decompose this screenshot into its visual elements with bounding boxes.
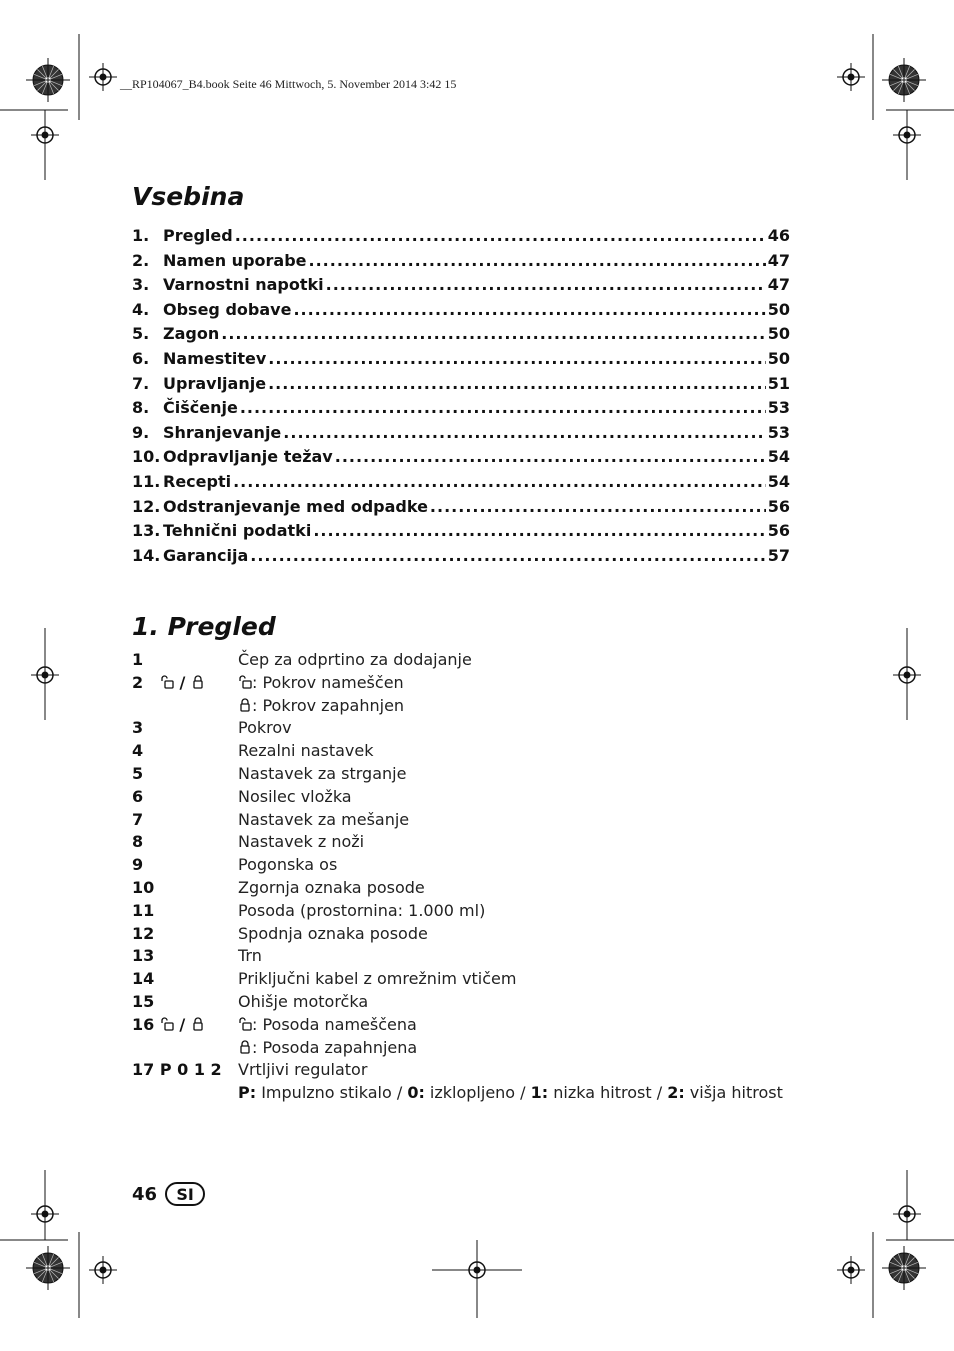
part-number: 1	[132, 650, 144, 669]
toc-label: Recepti	[163, 471, 232, 491]
part-number: 13	[132, 946, 155, 966]
part-number: 16	[132, 1014, 155, 1034]
setting-key: 2:	[667, 1083, 685, 1103]
part-description: Spodnja oznaka posode	[238, 923, 428, 943]
toc-page: 47	[767, 275, 790, 295]
part-number: 3	[132, 718, 144, 738]
list-item	[132, 718, 812, 741]
toc-label: Varnostni napotki	[163, 275, 324, 295]
list-item	[132, 1038, 812, 1061]
toc-page: 56	[767, 521, 790, 541]
toc-entry[interactable]	[132, 275, 790, 300]
toc-number: 2.	[132, 250, 150, 270]
part-description: Zgornja oznaka posode	[238, 877, 425, 897]
toc-number: 14.	[132, 545, 161, 565]
part-number: 7	[132, 809, 144, 829]
setting-value: nizka hitrost /	[548, 1083, 668, 1103]
part-description: Rezalni nastavek	[238, 741, 374, 761]
list-item	[132, 810, 812, 833]
toc-leader	[221, 324, 766, 343]
toc-label: Zagon	[163, 324, 220, 344]
toc-label: Shranjevanje	[163, 422, 282, 442]
toc-label: Odstranjevanje med odpadke	[163, 496, 428, 516]
toc-page: 57	[767, 545, 790, 565]
locked-state-text: : Pokrov zapahnjen	[252, 695, 405, 715]
padlock-open-icon	[160, 1017, 174, 1031]
toc-leader	[268, 374, 766, 393]
part-description: Pogonska os	[238, 855, 338, 875]
toc-number: 8.	[132, 398, 150, 418]
list-item	[132, 901, 812, 924]
part-number: 14	[132, 969, 155, 989]
toc-page: 54	[767, 447, 790, 467]
toc-entry[interactable]	[132, 324, 790, 349]
toc-entry[interactable]	[132, 226, 790, 251]
toc-label: Namestitev	[163, 348, 267, 368]
list-item	[132, 764, 812, 787]
toc-label: Obseg dobave	[163, 299, 292, 319]
part-description: Vrtljivi regulator	[238, 1060, 368, 1080]
toc-leader	[235, 226, 766, 245]
toc-number: 7.	[132, 373, 150, 393]
icon-separator: /	[179, 1014, 186, 1034]
padlock-closed-icon	[238, 698, 252, 712]
toc-entry[interactable]	[132, 374, 790, 399]
toc-entry[interactable]	[132, 521, 790, 546]
list-item	[132, 696, 812, 719]
part-description: Nosilec vložka	[238, 786, 352, 806]
toc-number: 4.	[132, 299, 150, 319]
list-item	[132, 673, 812, 696]
list-item	[132, 992, 812, 1015]
toc-number: 9.	[132, 422, 150, 442]
page-footer	[132, 1182, 205, 1206]
padlock-closed-icon	[191, 675, 205, 689]
toc-entry[interactable]	[132, 497, 790, 522]
list-item	[132, 650, 812, 673]
setting-value: višja hitrost	[684, 1083, 783, 1103]
icon-separator: /	[179, 672, 186, 692]
toc-label: Pregled	[163, 226, 233, 245]
toc-label: Namen uporabe	[163, 250, 307, 270]
part-description: Čep za odprtino za dodajanje	[238, 650, 472, 669]
toc-page: 54	[767, 471, 790, 491]
toc-entry[interactable]	[132, 349, 790, 374]
part-number: 4	[132, 741, 144, 761]
list-item	[132, 787, 812, 810]
part-description: Priključni kabel z omrežnim vtičem	[238, 969, 517, 989]
toc-label: Garancija	[163, 545, 249, 565]
toc-entry[interactable]	[132, 398, 790, 423]
part-description	[238, 1015, 417, 1034]
toc-label: Odpravljanje težav	[163, 447, 333, 467]
list-item	[132, 855, 812, 878]
toc-entry[interactable]	[132, 472, 790, 497]
toc-leader	[250, 546, 765, 565]
setting-value: Impulzno stikalo /	[256, 1083, 408, 1103]
setting-key: 1:	[530, 1083, 549, 1103]
toc-page: 51	[767, 373, 790, 393]
list-item	[132, 878, 812, 901]
toc-number: 10.	[132, 447, 161, 467]
part-number: 6	[132, 786, 144, 806]
part-description: Nastavek za mešanje	[238, 809, 410, 829]
part-description: Nastavek za strganje	[238, 763, 407, 783]
list-item	[132, 924, 812, 947]
toc-page: 50	[767, 299, 790, 319]
part-description	[238, 696, 404, 715]
list-item	[132, 1060, 812, 1083]
toc-number: 13.	[132, 521, 161, 541]
part-description: Ohišje motorčka	[238, 991, 369, 1011]
toc-page: 56	[767, 496, 790, 516]
padlock-closed-icon	[191, 1017, 205, 1031]
part-number: 2	[132, 672, 144, 692]
toc-number: 11.	[132, 471, 161, 491]
toc-page: 46	[767, 226, 790, 245]
part-number: 10	[132, 877, 155, 897]
toc-leader	[313, 521, 765, 540]
toc-label: Tehnični podatki	[163, 521, 312, 541]
part-description: Posoda (prostornina: 1.000 ml)	[238, 900, 486, 920]
toc-entry[interactable]	[132, 423, 790, 448]
toc-leader	[430, 497, 766, 516]
list-item	[132, 946, 812, 969]
part-description	[238, 1038, 417, 1057]
part-number-with-icons	[132, 673, 238, 692]
part-number: 11	[132, 900, 155, 920]
toc-leader	[283, 423, 765, 442]
toc-number: 5.	[132, 324, 150, 344]
padlock-open-icon	[238, 675, 252, 689]
part-description: Trn	[238, 946, 262, 966]
section-title: 1. Pregled	[132, 612, 276, 641]
padlock-open-icon	[160, 675, 174, 689]
toc-label: Upravljanje	[163, 373, 267, 393]
table-of-contents	[132, 226, 790, 570]
language-badge: SI	[165, 1182, 205, 1206]
part-description: Pokrov	[238, 718, 292, 738]
part-number-with-icons	[132, 1015, 238, 1034]
toc-number: 6.	[132, 348, 150, 368]
toc-entry[interactable]	[132, 300, 790, 325]
toc-number: 1.	[132, 226, 150, 245]
padlock-closed-icon	[238, 1040, 252, 1054]
part-description: Nastavek z noži	[238, 832, 365, 852]
unlocked-state-text: : Pokrov nameščen	[252, 672, 404, 692]
toc-page: 53	[767, 422, 790, 442]
toc-entry[interactable]	[132, 447, 790, 472]
setting-key: 0:	[407, 1083, 425, 1103]
toc-number: 3.	[132, 275, 150, 295]
padlock-open-icon	[238, 1017, 252, 1031]
speed-settings	[238, 1083, 783, 1102]
toc-leader	[268, 349, 765, 368]
locked-state-text: : Posoda zapahnjena	[252, 1037, 418, 1057]
toc-number: 12.	[132, 496, 161, 516]
part-number: 5	[132, 763, 144, 783]
part-number: 12	[132, 923, 155, 943]
parts-legend	[132, 650, 812, 1106]
list-item	[132, 1083, 812, 1106]
toc-page: 47	[767, 250, 790, 270]
print-header: __RP104067_B4.book Seite 46 Mittwoch, 5. November 2014 3:42 15	[120, 77, 457, 91]
list-item	[132, 832, 812, 855]
toc-leader	[335, 447, 766, 466]
list-item	[132, 969, 812, 992]
page-number: 46	[132, 1183, 158, 1205]
toc-leader	[326, 275, 766, 294]
part-number: 17 P 0 1 2	[132, 1060, 222, 1080]
part-number: 8	[132, 832, 144, 852]
toc-leader	[240, 398, 766, 417]
toc-title: Vsebina	[132, 182, 245, 211]
toc-entry[interactable]	[132, 251, 790, 276]
setting-key: P:	[238, 1083, 257, 1103]
part-number: 15	[132, 991, 155, 1011]
toc-leader	[293, 300, 765, 319]
list-item	[132, 741, 812, 764]
toc-leader	[309, 251, 766, 270]
toc-page: 50	[767, 348, 790, 368]
toc-label: Čiščenje	[163, 398, 238, 418]
toc-page: 53	[767, 398, 790, 418]
list-item	[132, 1015, 812, 1038]
unlocked-state-text: : Posoda nameščena	[252, 1014, 417, 1034]
part-description	[238, 673, 404, 692]
toc-page: 50	[767, 324, 790, 344]
toc-entry[interactable]	[132, 546, 790, 571]
part-number: 9	[132, 855, 144, 875]
setting-value: izklopljeno /	[424, 1083, 531, 1103]
toc-leader	[233, 472, 766, 491]
